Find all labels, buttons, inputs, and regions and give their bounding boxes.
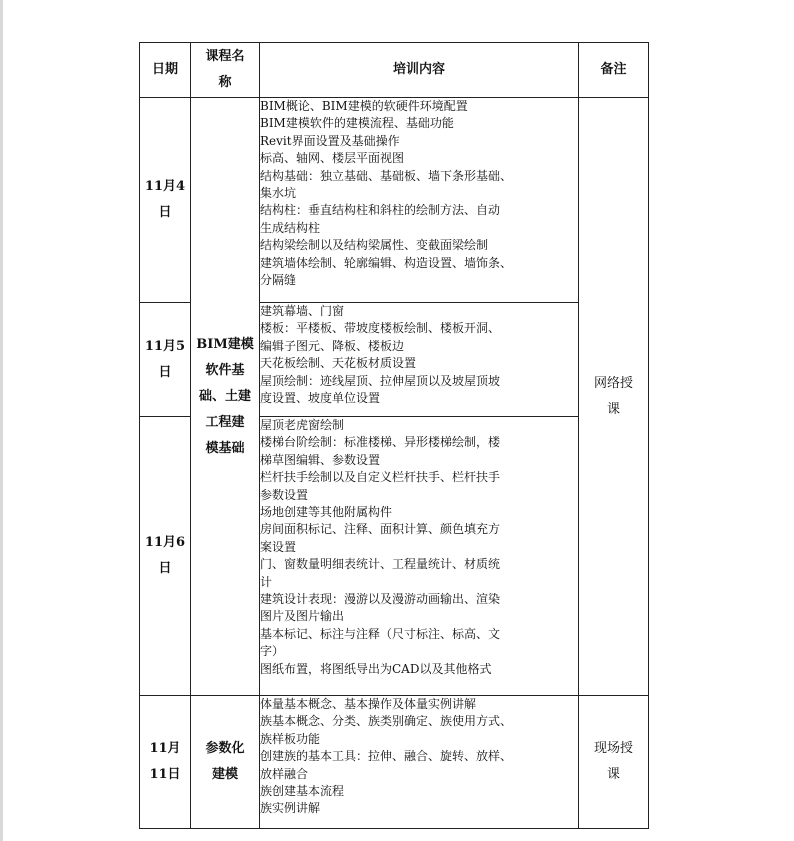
header-note: 备注	[579, 43, 649, 98]
content-line: 建筑设计表现：漫游以及漫游动画输出、渲染	[260, 592, 501, 607]
note-cell-online: 网络授 课	[579, 98, 649, 696]
content-line: 建筑幕墙、门窗	[260, 304, 345, 318]
content-line: 生成结构柱	[260, 220, 321, 235]
content-line: 族基本概念、分类、族类别确定、族使用方式、	[260, 714, 513, 729]
date-cell: 11月 11日	[140, 696, 191, 829]
content-cell	[260, 303, 579, 417]
content-line: 基本标记、标注与注释（尺寸标注、标高、文	[260, 626, 501, 641]
content-cell	[260, 98, 579, 303]
content-line: 案设置	[260, 539, 297, 554]
content-line: 图片及图片输出	[260, 609, 345, 624]
content-line: 图纸布置，将图纸导出为CAD以及其他格式	[260, 661, 492, 676]
date-cell: 11月5 日	[140, 303, 191, 417]
content-line: 结构基础：独立基础、基础板、墙下条形基础、	[260, 168, 513, 183]
table-row	[140, 696, 649, 829]
content-line: 族创建基本流程	[260, 784, 345, 799]
content-line: BIM概论、BIM建模的软硬件环境配置	[260, 99, 468, 113]
header-row	[140, 43, 649, 98]
note-cell-onsite: 现场授 课	[579, 696, 649, 829]
content-line: 屋顶绘制：迹线屋顶、拉伸屋顶以及坡屋顶坡	[260, 373, 501, 388]
content-line: 场地创建等其他附属构件	[260, 505, 393, 520]
course-cell-parametric: 参数化 建模	[191, 696, 260, 829]
content-line: 度设置、坡度单位设置	[260, 391, 381, 406]
content-line: 编辑子图元、降板、楼板边	[260, 338, 405, 353]
content-line: 族样板功能	[260, 731, 321, 746]
content-line: 参数设置	[260, 487, 309, 502]
content-line: 放样融合	[260, 766, 309, 781]
content-cell	[260, 696, 579, 829]
content-line: 建筑墙体绘制、轮廓编辑、构造设置、墙饰条、	[260, 255, 513, 270]
content-line: Revit界面设置及基础操作	[260, 133, 400, 148]
content-line: 标高、轴网、楼层平面视图	[260, 151, 405, 166]
course-cell-bim: BIM建模 软件基 础、土建 工程建 模基础	[191, 98, 260, 696]
content-line: 集水坑	[260, 186, 297, 201]
content-line: 屋顶老虎窗绘制	[260, 418, 345, 432]
table-row	[140, 98, 649, 303]
date-cell: 11月4 日	[140, 98, 191, 303]
training-schedule-table	[139, 42, 649, 829]
content-line: 结构柱：垂直结构柱和斜柱的绘制方法、自动	[260, 203, 501, 218]
content-line: 结构梁绘制以及结构梁属性、变截面梁绘制	[260, 238, 489, 253]
date-cell: 11月6 日	[140, 417, 191, 696]
header-content: 培训内容	[260, 43, 579, 98]
content-line: 楼板：平楼板、带坡度楼板绘制、楼板开洞、	[260, 321, 501, 336]
content-line: 栏杆扶手绘制以及自定义栏杆扶手、栏杆扶手	[260, 470, 501, 485]
content-line: 房间面积标记、注释、面积计算、颜色填充方	[260, 522, 501, 537]
content-line: 分隔缝	[260, 273, 297, 288]
content-line: 计	[260, 574, 273, 589]
content-line: 体量基本概念、基本操作及体量实例讲解	[260, 697, 477, 711]
header-date: 日期	[140, 43, 191, 98]
content-line: 楼梯台阶绘制：标准楼梯、异形楼梯绘制，楼	[260, 435, 501, 450]
content-line: 梯草图编辑、参数设置	[260, 452, 381, 467]
content-line: BIM建模软件的建模流程、基础功能	[260, 116, 454, 131]
page-edge	[0, 0, 3, 841]
content-line: 创建族的基本工具：拉伸、融合、旋转、放样、	[260, 749, 513, 764]
header-course: 课程名 称	[191, 43, 260, 98]
content-line: 门、窗数量明细表统计、工程量统计、材质统	[260, 557, 501, 572]
content-line: 族实例讲解	[260, 801, 321, 816]
content-line: 天花板绘制、天花板材质设置	[260, 356, 417, 371]
content-line: 字）	[260, 644, 285, 659]
content-cell	[260, 417, 579, 696]
